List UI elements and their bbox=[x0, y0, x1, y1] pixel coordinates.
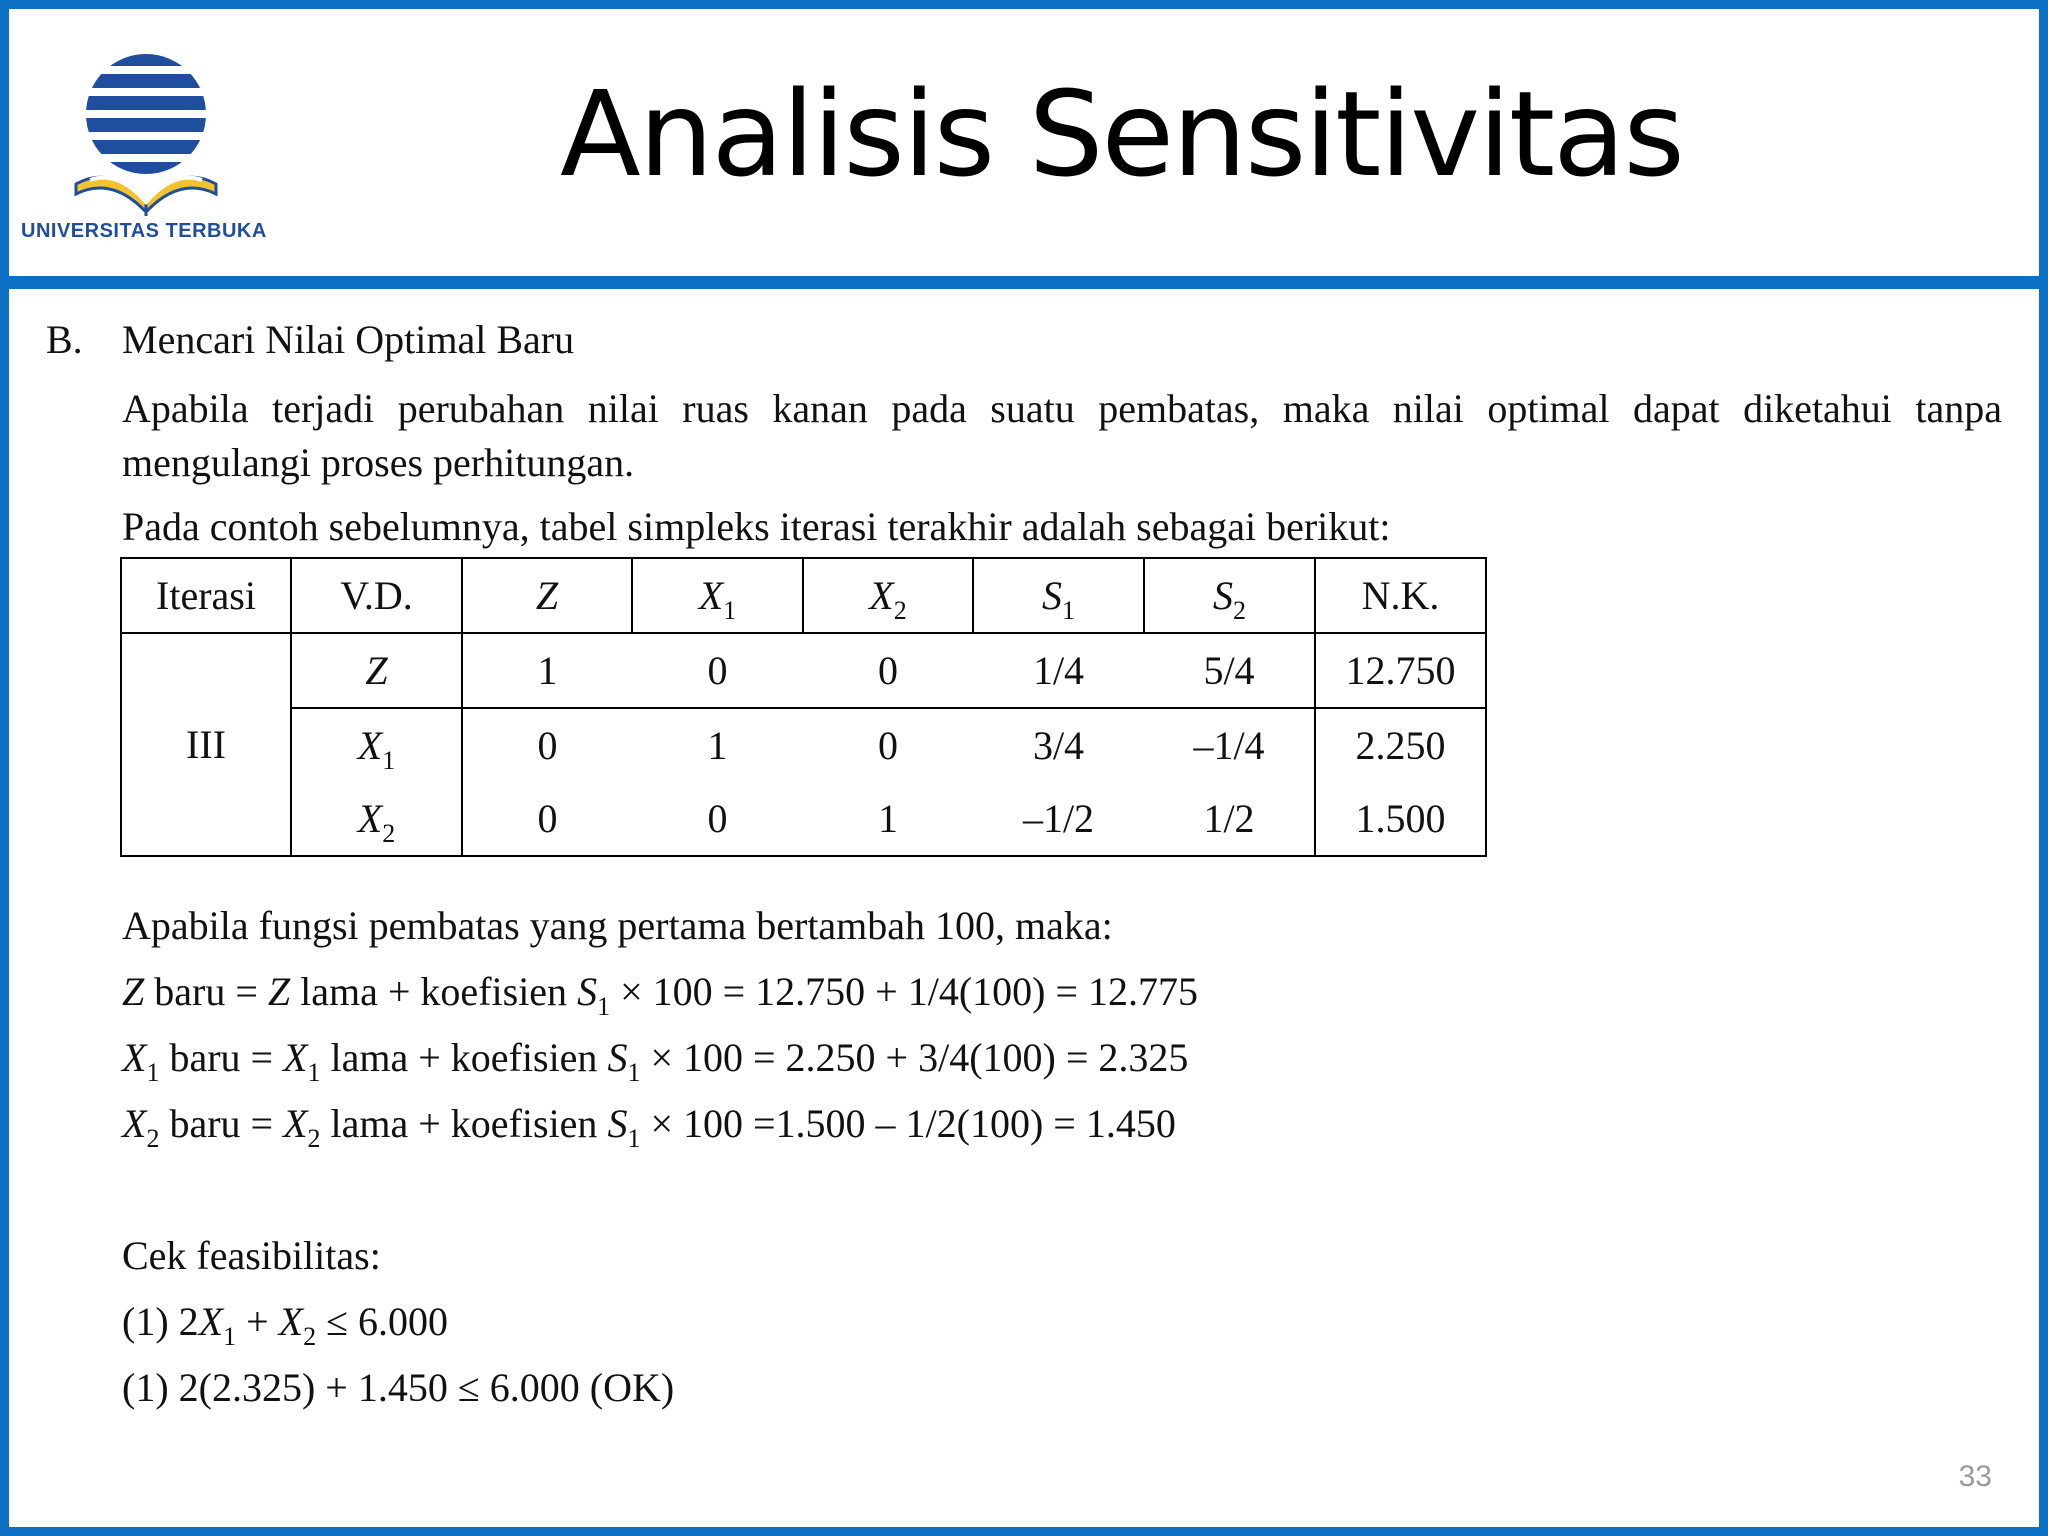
table-row bbox=[121, 782, 1486, 856]
page-number: 33 bbox=[1958, 1460, 1992, 1493]
paragraph-intro: Apabila terjadi perubahan nilai ruas kanan pada suatu pembatas, maka nilai optimal dapat diketahui tanpa mengulangi proses perhitungan. bbox=[122, 386, 2002, 485]
logo-text: UNIVERSITAS TERBUKA bbox=[21, 220, 267, 242]
table-cell: 0 bbox=[803, 633, 973, 708]
table-cell: 5/4 bbox=[1144, 633, 1315, 708]
feasibility-check: (1) 2(2.325) + 1.450 ≤ 6.000 (OK) bbox=[122, 1365, 675, 1410]
table-cell: 0 bbox=[632, 633, 803, 708]
table-cell: 3/4 bbox=[973, 708, 1144, 782]
table-row bbox=[121, 633, 1486, 708]
header-x2: $X_2$ bbox=[803, 558, 973, 633]
equation-x2: $X_2$ baru = $X_2$ lama + koefisien $S_1 \times 100 =1.500 - 1/2(100) = 1.450$ bbox=[122, 1101, 1176, 1153]
table-cell: 1/2 bbox=[1144, 782, 1315, 856]
table-cell: 0 bbox=[632, 782, 803, 856]
table-cell: 2.250 bbox=[1315, 708, 1486, 782]
table-cell: 1/4 bbox=[973, 633, 1144, 708]
header-x1: $X_1$ bbox=[632, 558, 803, 633]
row-x1-vd: $X_1$ bbox=[291, 708, 462, 782]
table-cell: 0 bbox=[462, 782, 632, 856]
table-cell: 0 bbox=[462, 708, 632, 782]
section-title: Mencari Nilai Optimal Baru bbox=[122, 317, 575, 362]
header-iterasi: Iterasi bbox=[121, 558, 291, 633]
header-s1: $S_1$ bbox=[973, 558, 1144, 633]
row-z-vd: Z bbox=[291, 633, 462, 708]
table-cell: –1/4 bbox=[1144, 708, 1315, 782]
header-vd: V.D. bbox=[291, 558, 462, 633]
section-letter: B. bbox=[46, 317, 83, 362]
header-z: Z bbox=[462, 558, 632, 633]
table-cell: 1 bbox=[803, 782, 973, 856]
spacer bbox=[122, 1157, 1198, 1223]
equation-z: Z baru = Z lama + koefisien $S_1 \times 100 = 12.750 + 1/4(100) = 12.775$ bbox=[122, 969, 1199, 1021]
row-x2-vd: $X_2$ bbox=[291, 782, 462, 856]
table-cell: 1.500 bbox=[1315, 782, 1486, 856]
feasibility-constraint: (1) $2X_1 + X_2 \le 6.000$ bbox=[122, 1299, 449, 1351]
simplex-table bbox=[120, 557, 1487, 857]
page-title: Analisis Sensitivitas bbox=[560, 65, 1683, 203]
header-s2: $S_2$ bbox=[1144, 558, 1315, 633]
table-cell: 1 bbox=[632, 708, 803, 782]
table-cell: 0 bbox=[803, 708, 973, 782]
explanation-block bbox=[122, 893, 1198, 1421]
header-nk: N.K. bbox=[1315, 558, 1486, 633]
iteration-cell: III bbox=[121, 633, 291, 856]
explanation-intro: Apabila fungsi pembatas yang pertama bertambah 100, maka: bbox=[122, 903, 1113, 948]
equation-x1: $X_1$ baru = $X_1$ lama + koefisien $S_1 \times 100 = 2.250 + 3/4(100) = 2.325$ bbox=[122, 1035, 1189, 1087]
paragraph-table-intro: Pada contoh sebelumnya, tabel simpleks iterasi terakhir adalah sebagai berikut: bbox=[122, 504, 1391, 549]
table-cell: –1/2 bbox=[973, 782, 1144, 856]
table-row bbox=[121, 708, 1486, 782]
table-cell: 12.750 bbox=[1315, 633, 1486, 708]
table-header-row bbox=[121, 558, 1486, 633]
table-cell: 1 bbox=[462, 633, 632, 708]
header-divider bbox=[0, 276, 2048, 289]
feasibility-title: Cek feasibilitas: bbox=[122, 1233, 381, 1278]
